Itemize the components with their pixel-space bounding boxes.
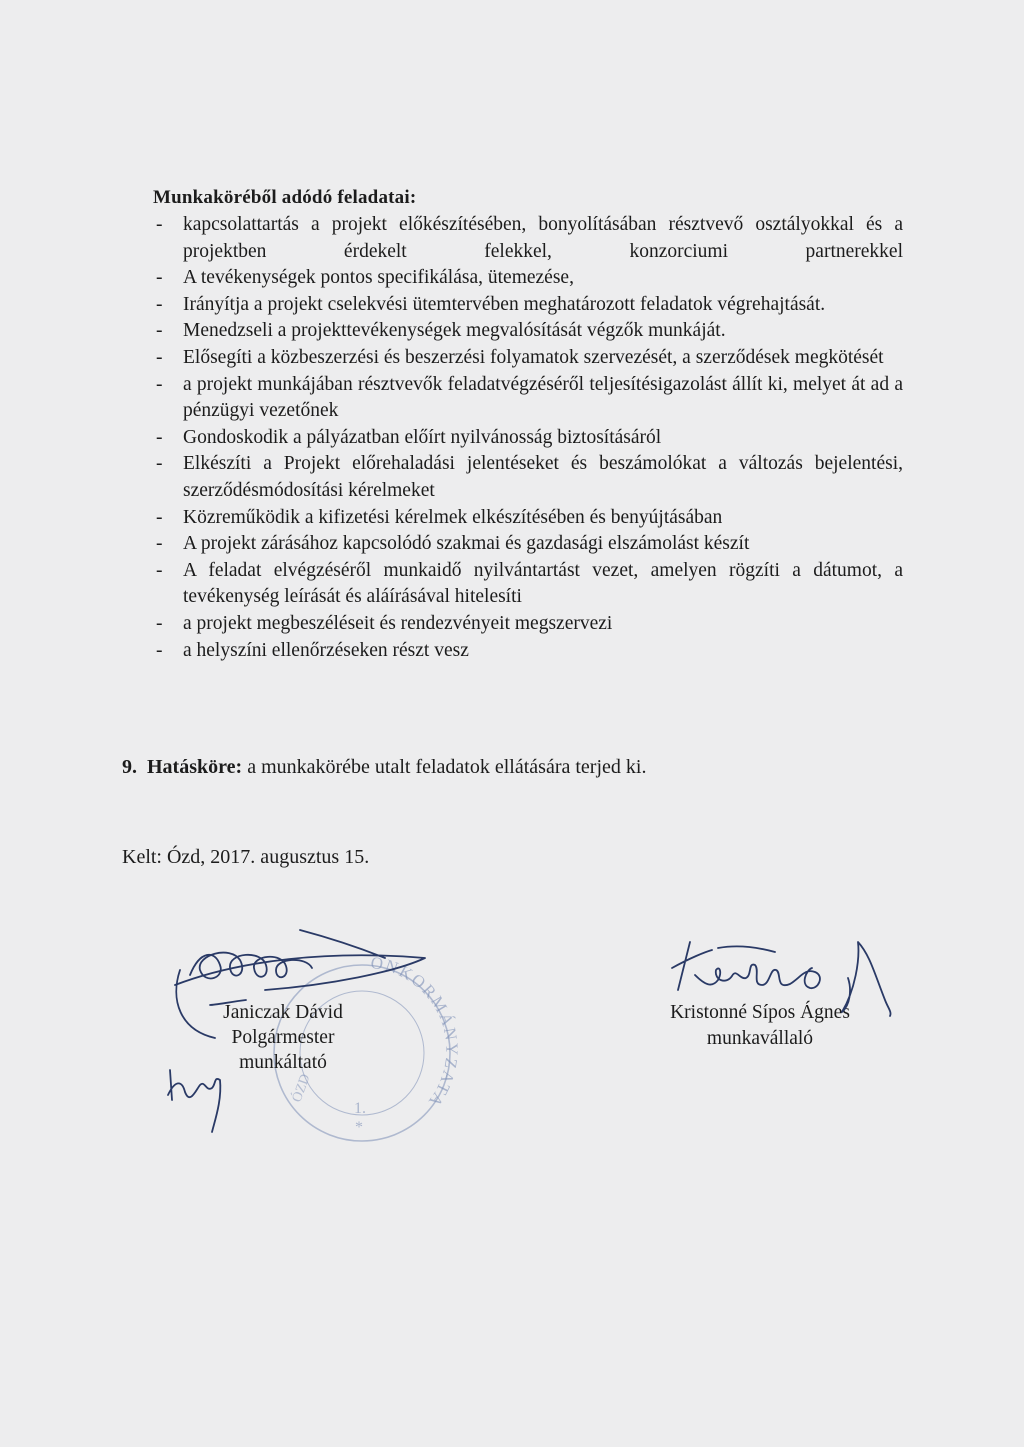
stamp-star: *	[355, 1119, 363, 1136]
list-item	[153, 292, 903, 319]
list-item	[153, 558, 903, 611]
signature-block-employer	[203, 1000, 363, 1075]
signer-role: munkavállaló	[706, 1028, 814, 1049]
list-dash: -	[156, 639, 163, 661]
powers-clause	[122, 756, 646, 779]
stamp-partial-text: ÓZD	[289, 1072, 314, 1105]
task-text: kapcsolattartás a projekt előkészítésében, bonyolításában résztvevő osztályokkal és a projektben érdekelt felekkel, konzorciumi partnerekkel	[183, 214, 903, 262]
task-text: Elkészíti a Projekt előrehaladási jelentéseket és beszámolókat a változás bejelentési, szerződésmódosítási kérelmeket	[183, 453, 903, 501]
list-item	[153, 531, 903, 558]
list-dash: -	[156, 346, 163, 368]
powers-label: Hatásköre:	[147, 756, 243, 778]
signer-role: munkáltató	[239, 1052, 327, 1073]
date-line: Kelt: Ózd, 2017. augusztus 15.	[122, 846, 370, 868]
task-text: Közreműködik a kifizetési kérelmek elkészítésében és benyújtásában	[183, 506, 723, 528]
list-item	[153, 638, 903, 665]
stamp-text	[369, 953, 461, 1112]
task-text: a projekt munkájában résztvevők feladatvégzéséről teljesítésigazolást állít ki, melyet át ad a pénzügyi vezetőnek	[183, 373, 903, 422]
list-dash: -	[156, 214, 163, 235]
list-dash: -	[156, 506, 163, 528]
task-text: Elősegíti a közbeszerzési és beszerzési folyamatok szervezését, a szerződések megkötését	[183, 346, 884, 368]
section-title: Munkaköréből adódó feladatai:	[153, 187, 417, 208]
list-item	[153, 212, 903, 265]
list-item	[153, 372, 903, 425]
list-item	[153, 611, 903, 638]
list-dash: -	[156, 267, 163, 289]
list-dash: -	[156, 533, 163, 555]
list-dash: -	[156, 426, 163, 448]
list-dash: -	[156, 453, 163, 475]
task-text: A tevékenységek pontos specifikálása, ütemezése,	[183, 267, 574, 289]
list-item	[153, 265, 903, 292]
stamp-number: 1.	[354, 1100, 366, 1117]
task-text: a projekt megbeszéléseit és rendezvényeit megszervezi	[183, 612, 613, 634]
task-text: Irányítja a projekt cselekvési ütemtervében meghatározott feladatok végrehajtását.	[183, 293, 826, 315]
list-item	[153, 345, 903, 372]
task-text: Menedzseli a projekttevékenységek megvalósítását végzők munkáját.	[183, 320, 726, 342]
signer-name: Janiczak Dávid	[223, 1002, 343, 1023]
list-dash: -	[156, 612, 163, 634]
task-text: A feladat elvégzéséről munkaidő nyilvántartást vezet, amelyen rögzíti a dátumot, a tevékenység leírását és aláírásával hitelesíti	[183, 559, 903, 608]
stamp-arc-text: ÖNKORMÁNYZATA	[369, 952, 462, 1112]
list-item	[153, 451, 903, 504]
list-item	[153, 425, 903, 452]
task-text: Gondoskodik a pályázatban előírt nyilvánosság biztosításáról	[183, 426, 662, 448]
signature-block-employee	[650, 1000, 870, 1052]
powers-text: a munkakörébe utalt feladatok ellátására terjed ki.	[247, 756, 647, 778]
list-dash: -	[156, 293, 163, 315]
signer-title: Polgármester	[231, 1027, 335, 1048]
list-item	[153, 318, 903, 345]
list-item	[153, 505, 903, 532]
task-list	[153, 212, 903, 664]
signer-name: Kristonné Sípos Ágnes	[670, 1002, 850, 1023]
list-dash: -	[156, 559, 163, 581]
task-text: A projekt zárásához kapcsolódó szakmai és gazdasági elszámolást készít	[183, 533, 750, 555]
list-dash: -	[156, 320, 163, 342]
task-text: a helyszíni ellenőrzéseken részt vesz	[183, 639, 469, 661]
powers-number: 9.	[122, 756, 137, 778]
list-dash: -	[156, 373, 163, 395]
